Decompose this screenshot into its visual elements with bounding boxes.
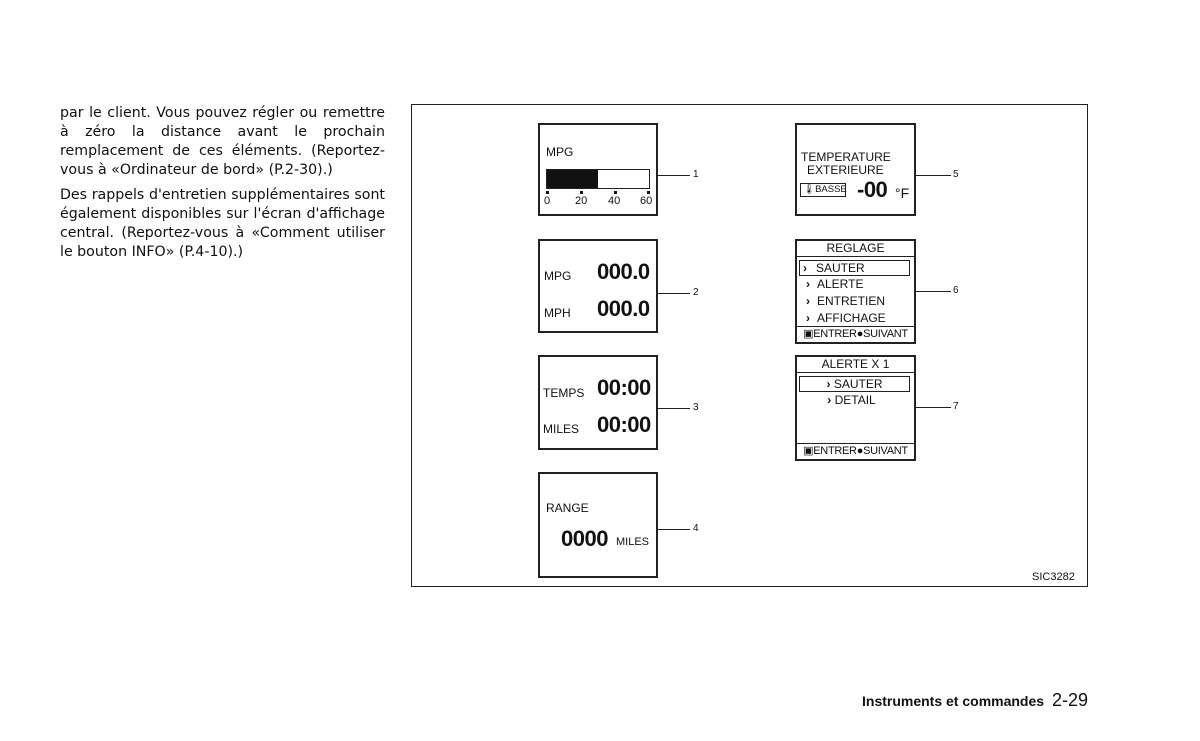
chevron-right-icon: › [806,277,810,291]
mpg-label: MPG [544,269,572,283]
callout-line-1 [658,175,690,176]
mpg-bar-gauge [546,169,650,189]
footer-page-number: 2-29 [1052,690,1089,710]
menu-item-sauter: › SAUTER [799,260,910,276]
basse-badge-label: BASSE [815,184,847,195]
callout-line-3 [658,408,690,409]
body-paragraph-2: Des rappels d'entretien supplémentaires sont également disponibles sur l'écran d'affichage central. (Reportez-vous à «Comment utiliser le bouton INFO» (P.4-10).) [60,187,385,260]
range-value: 0000 [561,526,608,551]
chevron-right-icon: › [827,393,835,407]
mph-label: MPH [544,306,571,320]
temperature-title-line2: EXTERIEURE [807,163,884,177]
chevron-right-icon: › [806,294,810,308]
callout-line-5 [916,175,951,176]
basse-badge [800,183,846,197]
tick-mark [647,191,650,194]
screen-mpg-mph [538,239,658,333]
menu-item-detail: › DETAIL [827,393,876,407]
reglage-footer: ▣ENTRER●SUIVANT [797,326,914,342]
tick-mark [546,191,549,194]
screen-alerte-menu [795,355,916,461]
chevron-right-icon: › [826,377,834,391]
chevron-right-icon: › [803,261,807,275]
callout-line-7 [916,407,951,408]
callout-3: 3 [693,402,699,413]
callout-line-2 [658,293,690,294]
temperature-unit: °F [895,185,910,201]
mpg-bar-label: MPG [546,145,574,159]
next-dot-icon: ● [856,328,864,340]
menu-item-affichage: › AFFICHAGE [806,311,886,325]
body-paragraph-1: par le client. Vous pouvez régler ou remettre à zéro la distance avant le prochain remplacement de ces éléments. (Reportez-vous à «Ordinateur de bord» (P.2-30).) [60,105,385,178]
callout-5: 5 [953,169,959,180]
range-unit: MILES [616,536,650,548]
footer-section-title: Instruments et commandes [862,693,1045,709]
screen-range [538,472,658,578]
temperature-value: -00 [857,177,888,202]
screen-temps-miles [538,355,658,450]
alerte-footer: ▣ENTRER●SUIVANT [797,443,914,459]
range-label: RANGE [546,501,589,515]
tick-label-60: 60 [640,195,653,207]
temperature-title-line1: TEMPERATURE [801,150,891,164]
callout-7: 7 [953,401,959,412]
mpg-bar-fill [547,170,598,188]
screen-outside-temperature [795,123,916,216]
tick-label-20: 20 [575,195,588,207]
screen-mpg-bar [538,123,658,216]
enter-icon: ▣ [803,328,814,340]
alerte-title: ALERTE X 1 [797,357,914,373]
thermometer-icon: 🌡 [803,184,816,195]
callout-1: 1 [693,169,699,180]
chevron-right-icon: › [806,311,810,325]
enter-icon: ▣ [803,445,814,457]
menu-item-entretien: › ENTRETIEN [806,294,886,308]
callout-4: 4 [693,523,699,534]
menu-item-sauter: › SAUTER [799,376,910,392]
tick-label-40: 40 [608,195,621,207]
figure-frame [411,104,1088,587]
callout-6: 6 [953,285,959,296]
callout-line-4 [658,529,690,530]
tick-mark [580,191,583,194]
screen-reglage-menu [795,239,916,344]
temps-value: 00:00 [597,375,651,400]
mph-value: 000.0 [597,296,650,321]
menu-item-alerte: › ALERTE [806,277,864,291]
miles-value: 00:00 [597,412,651,437]
tick-mark [614,191,617,194]
mpg-value: 000.0 [597,259,650,284]
next-dot-icon: ● [856,445,864,457]
tick-label-0: 0 [544,195,551,207]
miles-label: MILES [543,422,580,436]
figure-code: SIC3282 [1032,571,1075,583]
callout-2: 2 [693,287,699,298]
callout-line-6 [916,291,951,292]
reglage-title: REGLAGE [797,241,914,257]
temps-label: TEMPS [543,386,585,400]
